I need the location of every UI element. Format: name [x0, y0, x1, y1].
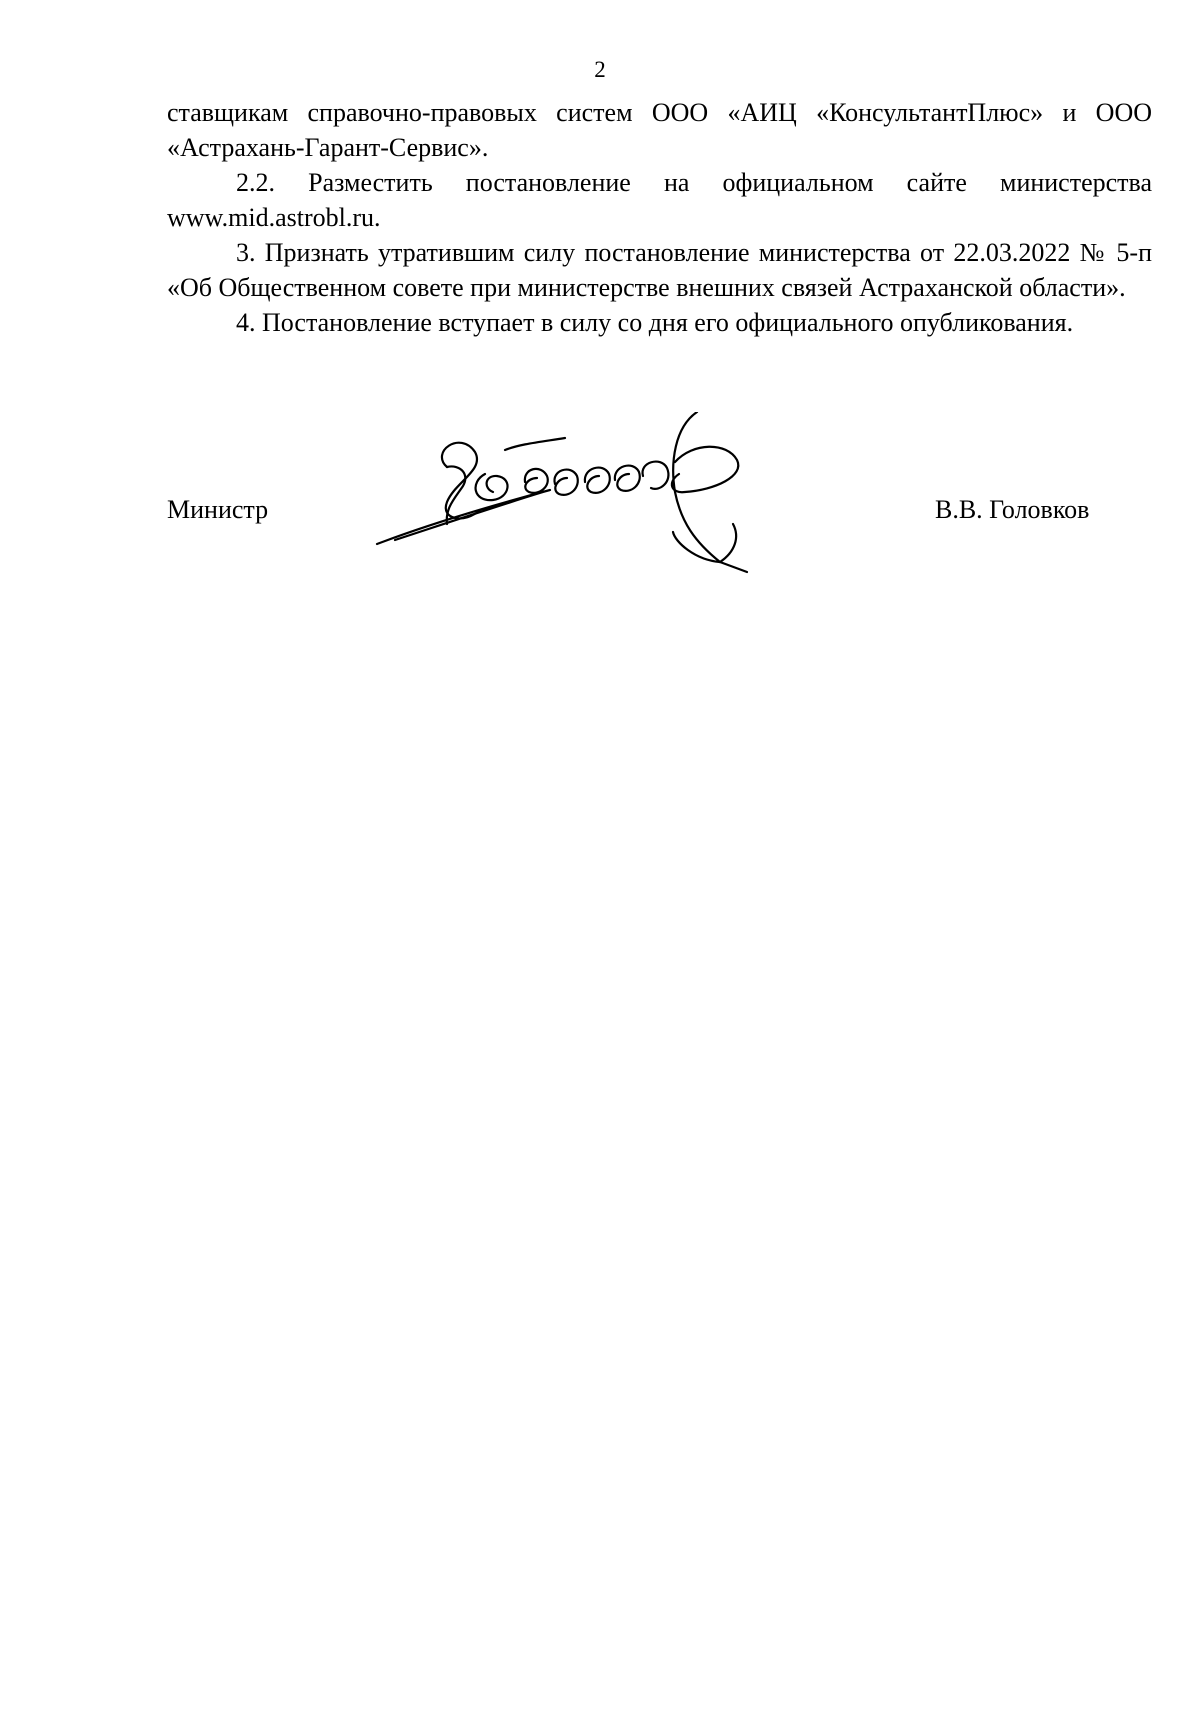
paragraph-2-2: 2.2. Разместить постановление на официальном сайте министерства www.mid.astrobl.ru. — [167, 168, 1152, 232]
paragraph-3: 3. Признать утратившим силу постановление министерства от 22.03.2022 № 5-п «Об Общественном совете при министерстве внешних связей Астраханской области». — [167, 238, 1152, 302]
paragraph-4: 4. Постановление вступает в силу со дня его официального опубликования. — [236, 308, 1074, 337]
handwritten-signature — [375, 412, 815, 602]
page-number: 2 — [594, 57, 606, 82]
signer-title: Министр — [167, 495, 269, 524]
paragraph-continuation: ставщикам справочно-правовых систем ООО «АИЦ «КонсультантПлюс» и ООО «Астрахань-Гарант-Сервис». — [167, 98, 1152, 162]
signer-name: В.В. Головков — [935, 495, 1090, 524]
